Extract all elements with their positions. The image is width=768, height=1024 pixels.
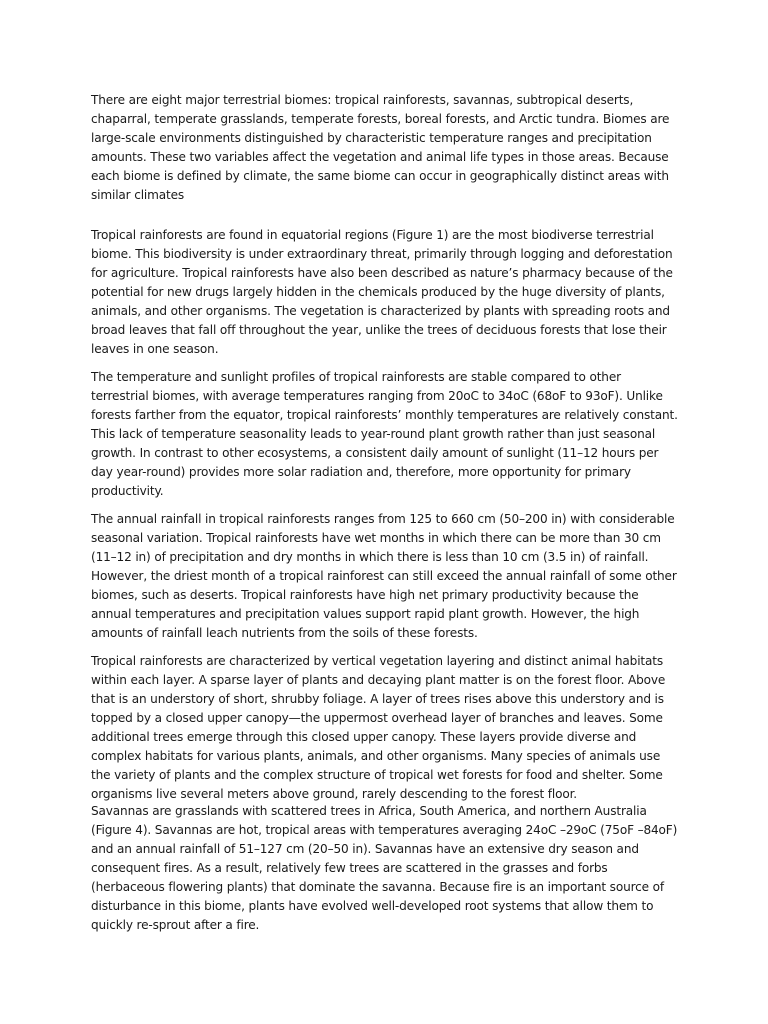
intro-paragraph: There are eight major terrestrial biomes: tropical rainforests, savannas, subtropical deserts, chaparral, temperate grasslands, temperate forests, boreal forests, and Arctic tundra. Biomes are large-scale environments distinguished by characteristic temperature ranges and precipitation amounts. These two variables affect the vegetation and animal life types in those areas. Because each biome is defined by climate, the same biome can occur in geographically distinct areas with similar climates bbox=[91, 93, 670, 202]
rainforest-section bbox=[91, 226, 681, 813]
rainforest-paragraph-2: The temperature and sunlight profiles of tropical rainforests are stable compared to other terrestrial biomes, with average temperatures ranging from 20oC to 34oC (68oF to 93oF). Unlike forests farther from the equator, tropical rainforests’ monthly temperatures are relatively constant. This lack of temperature seasonality leads to year-round plant growth rather than just seasonal growth. In contrast to other ecosystems, a consistent daily amount of sunlight (11–12 hours per day year-round) provides more solar radiation and, therefore, more opportunity for primary productivity. bbox=[91, 370, 678, 498]
savanna-paragraph-1: Savannas are grasslands with scattered trees in Africa, South America, and northern Australia (Figure 4). Savannas are hot, tropical areas with temperatures averaging 24oC –29oC (75oF –84oF) and an annual rainfall of 51–127 cm (20–50 in). Savannas have an extensive dry season and consequent fires. As a result, relatively few trees are scattered in the grasses and forbs (herbaceous flowering plants) that dominate the savanna. Because fire is an important source of disturbance in this biome, plants have evolved well-developed root systems that allow them to quickly re-sprout after a fire. bbox=[91, 804, 678, 932]
rainforest-paragraph-3: The annual rainfall in tropical rainforests ranges from 125 to 660 cm (50–200 in) with considerable seasonal variation. Tropical rainforests have wet months in which there can be more than 30 cm (11–12 in) of precipitation and dry months in which there is less than 10 cm (3.5 in) of rainfall. However, the driest month of a tropical rainforest can still exceed the annual rainfall of some other biomes, such as deserts. Tropical rainforests have high net primary productivity because the annual temperatures and precipitation values support rapid plant growth. However, the high amounts of rainfall leach nutrients from the soils of these forests. bbox=[91, 512, 677, 640]
intro-section bbox=[91, 91, 681, 214]
rainforest-paragraph-4: Tropical rainforests are characterized by vertical vegetation layering and distinct animal habitats within each layer. A sparse layer of plants and decaying plant matter is on the forest floor. Above that is an understory of short, shrubby foliage. A layer of trees rises above this understory and is topped by a closed upper canopy—the uppermost overhead layer of branches and leaves. Some additional trees emerge through this closed upper canopy. These layers provide diverse and complex habitats for various plants, animals, and other organisms. Many species of animals use the variety of plants and the complex structure of tropical wet forests for food and shelter. Some organisms live several meters above ground, rarely descending to the forest floor. bbox=[91, 654, 666, 801]
savanna-section bbox=[91, 802, 681, 944]
rainforest-paragraph-1: Tropical rainforests are found in equatorial regions (Figure 1) are the most biodiverse terrestrial biome. This biodiversity is under extraordinary threat, primarily through logging and deforestation for agriculture. Tropical rainforests have also been described as nature’s pharmacy because of the potential for new drugs largely hidden in the chemicals produced by the huge diversity of plants, animals, and other organisms. The vegetation is characterized by plants with spreading roots and broad leaves that fall off throughout the year, unlike the trees of deciduous forests that lose their leaves in one season. bbox=[91, 228, 673, 356]
